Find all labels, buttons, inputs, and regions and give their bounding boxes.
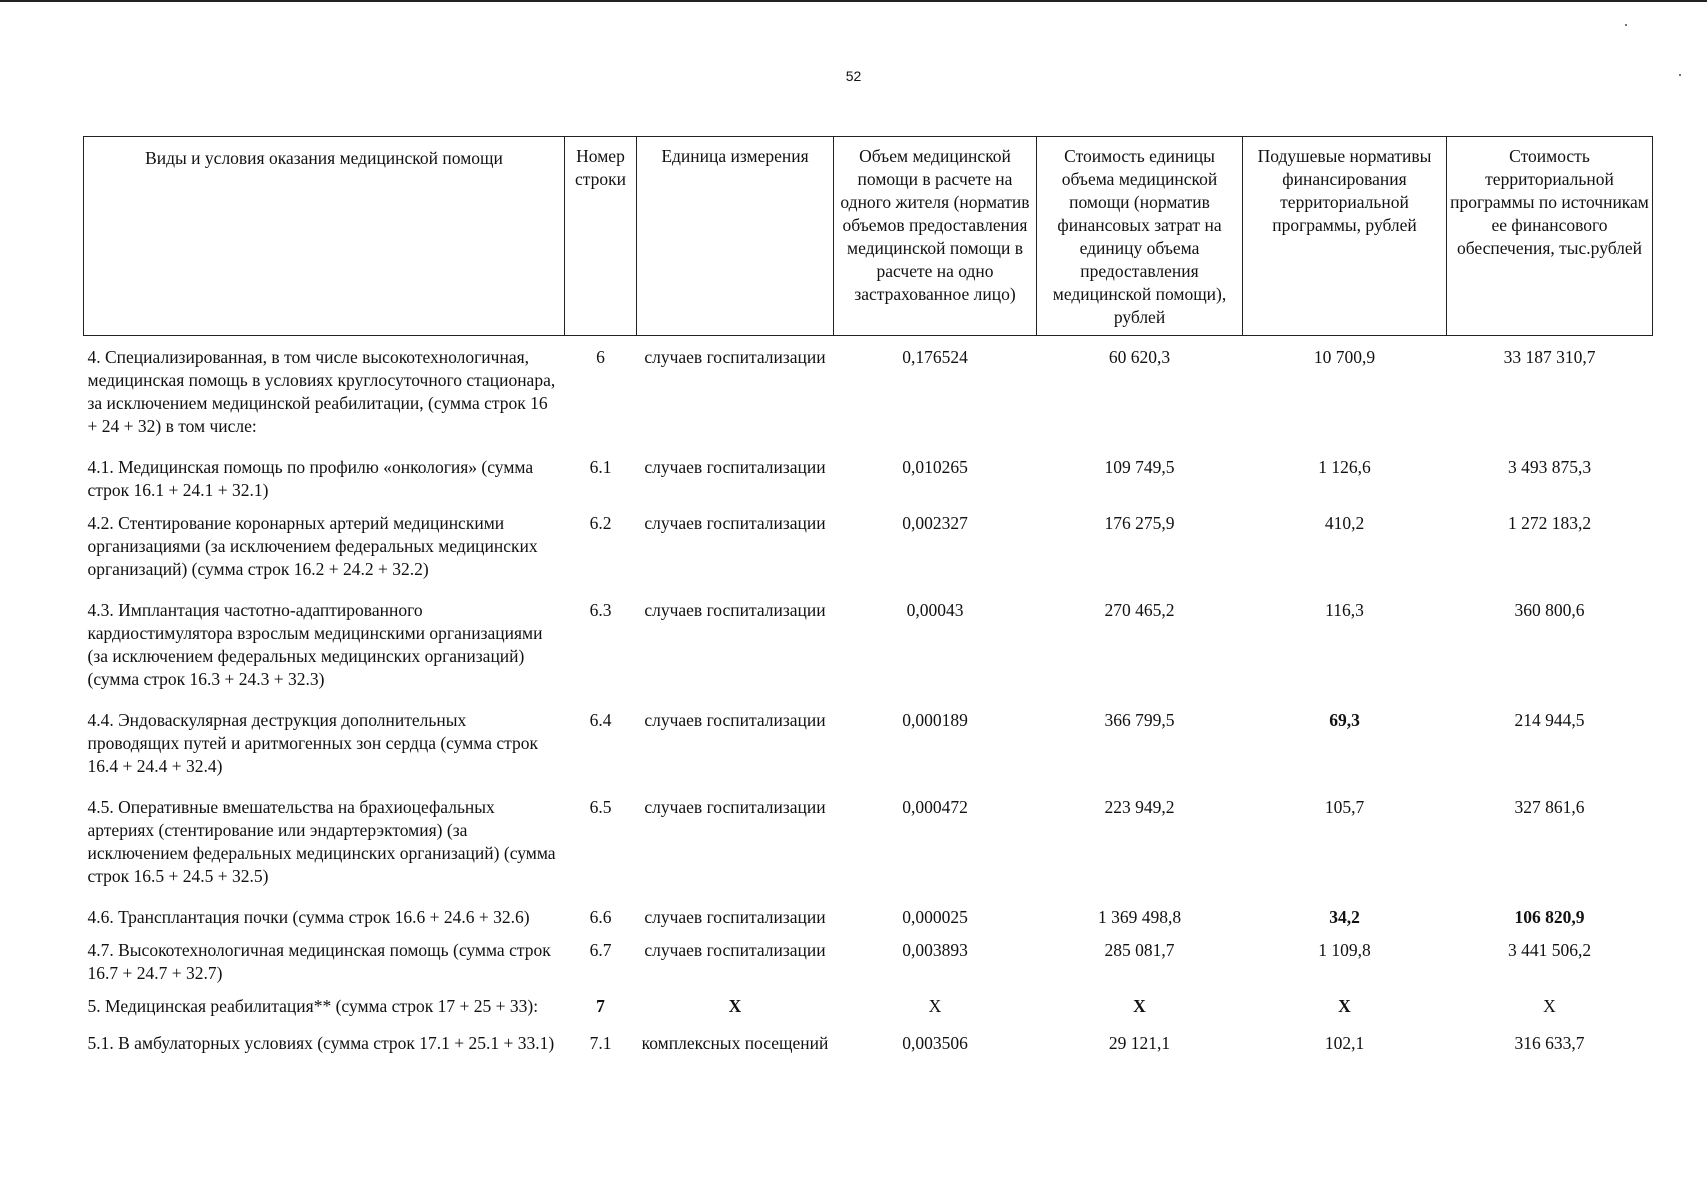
row-name: 4.1. Медицинская помощь по профилю «онкология» (сумма строк 16.1 + 24.1 + 32.1) <box>87 457 534 500</box>
row-unit: случаев госпитализации <box>644 940 826 960</box>
row-per-capita: 69,3 <box>1329 710 1360 730</box>
row-volume: 0,000025 <box>902 907 968 927</box>
row-per-capita: 410,2 <box>1324 513 1365 533</box>
header-unit-cost: Стоимость единицы объема медицинской помощи (норматив финансовых затрат на единицу объема предоставления медицинской помощи), рублей <box>1037 137 1243 336</box>
row-number: 7 <box>596 996 605 1016</box>
row-cost: Х <box>1133 996 1146 1016</box>
row-name: 4.4. Эндоваскулярная деструкция дополнительных проводящих путей и аритмогенных зон сердца (сумма строк 16.4 + 24.4 + 32.4) <box>87 710 539 776</box>
header-care-type: Виды и условия оказания медицинской помощи <box>84 137 565 336</box>
row-number: 6.3 <box>589 600 612 620</box>
row-cost: 1 369 498,8 <box>1097 907 1182 927</box>
row-volume: 0,002327 <box>902 513 968 533</box>
row-unit: случаев госпитализации <box>644 457 826 477</box>
row-unit: случаев госпитализации <box>644 907 826 927</box>
row-cost: 285 081,7 <box>1104 940 1175 960</box>
row-unit: случаев госпитализации <box>644 600 826 620</box>
row-name: 4. Специализированная, в том числе высокотехнологичная, медицинская помощь в условиях круглосуточного стационара, за исключением медицинской реабилитации, (сумма строк 16 + 24 + 32) в том числе: <box>87 347 556 436</box>
row-unit: случаев госпитализации <box>644 347 826 367</box>
row-unit: случаев госпитализации <box>644 513 826 533</box>
row-volume: 0,003506 <box>902 1033 968 1053</box>
table-row <box>84 709 1653 796</box>
row-number: 6 <box>596 347 605 367</box>
table-row <box>84 995 1653 1032</box>
row-unit: случаев госпитализации <box>644 710 826 730</box>
row-number: 6.5 <box>589 797 612 817</box>
row-number: 6.1 <box>589 457 612 477</box>
row-name: 4.7. Высокотехнологичная медицинская помощь (сумма строк 16.7 + 24.7 + 32.7) <box>87 940 551 983</box>
table-row <box>84 456 1653 512</box>
row-per-capita: 105,7 <box>1324 797 1365 817</box>
row-number: 6.6 <box>589 907 612 927</box>
row-total: 3 493 875,3 <box>1507 457 1592 477</box>
row-unit: случаев госпитализации <box>644 797 826 817</box>
row-total: 316 633,7 <box>1514 1033 1585 1053</box>
row-volume: 0,00043 <box>906 600 964 620</box>
row-per-capita: 34,2 <box>1329 907 1360 927</box>
header-volume: Объем медицинской помощи в расчете на одного жителя (норматив объемов предоставления медицинской помощи в расчете на одно застрахованное лицо) <box>834 137 1037 336</box>
header-row-number: Номер строки <box>565 137 637 336</box>
row-cost: 270 465,2 <box>1104 600 1175 620</box>
scan-speck <box>1679 74 1681 76</box>
row-per-capita: 10 700,9 <box>1313 347 1376 367</box>
row-number: 6.4 <box>589 710 612 730</box>
row-total: 33 187 310,7 <box>1503 347 1596 367</box>
row-cost: 366 799,5 <box>1104 710 1175 730</box>
row-per-capita: 1 126,6 <box>1318 457 1371 477</box>
row-name: 4.5. Оперативные вмешательства на брахиоцефальных артериях (стентирование или эндартерэктомия) (за исключением федеральных медицинских организаций) (сумма строк 16.5 + 24.5 + 32.5) <box>87 797 556 886</box>
row-unit: Х <box>728 996 742 1016</box>
row-total: 106 820,9 <box>1514 907 1585 927</box>
row-total: 214 944,5 <box>1514 710 1585 730</box>
row-total: 1 272 183,2 <box>1507 513 1592 533</box>
row-cost: 223 949,2 <box>1104 797 1175 817</box>
row-per-capita: 1 109,8 <box>1318 940 1371 960</box>
row-volume: 0,000189 <box>902 710 968 730</box>
scan-speck <box>1625 24 1627 26</box>
page-number: 52 <box>845 68 862 84</box>
row-name: 4.6. Трансплантация почки (сумма строк 16.6 + 24.6 + 32.6) <box>87 907 530 927</box>
row-name: 4.3. Имплантация частотно-адаптированного кардиостимулятора взрослым медицинскими организациями (за исключением федеральных медицинских организаций) (сумма строк 16.3 + 24.3 + 32.3) <box>87 600 543 689</box>
row-cost: 29 121,1 <box>1108 1033 1171 1053</box>
row-cost: 60 620,3 <box>1108 347 1171 367</box>
table-row <box>84 796 1653 906</box>
row-cost: 176 275,9 <box>1104 513 1175 533</box>
row-name: 5. Медицинская реабилитация** (сумма строк 17 + 25 + 33): <box>87 996 539 1016</box>
row-name: 5.1. В амбулаторных условиях (сумма строк 17.1 + 25.1 + 33.1) <box>87 1033 555 1053</box>
row-name: 4.2. Стентирование коронарных артерий медицинскими организациями (за исключением федеральных медицинских организаций) (сумма строк 16.2 + 24.2 + 32.2) <box>87 513 538 579</box>
table-row <box>84 906 1653 939</box>
table-row <box>84 939 1653 995</box>
row-total: 3 441 506,2 <box>1507 940 1592 960</box>
table-row <box>84 1032 1653 1073</box>
row-total: 327 861,6 <box>1514 797 1585 817</box>
medical-care-table <box>83 136 1653 1073</box>
table-header-row <box>84 137 1653 336</box>
row-number: 6.7 <box>589 940 612 960</box>
row-number: 6.2 <box>589 513 612 533</box>
row-per-capita: 102,1 <box>1324 1033 1365 1053</box>
header-per-capita: Подушевые нормативы финансирования территориальной программы, рублей <box>1243 137 1447 336</box>
row-total: 360 800,6 <box>1514 600 1585 620</box>
row-per-capita: 116,3 <box>1325 600 1364 620</box>
row-volume: 0,010265 <box>902 457 968 477</box>
row-volume: 0,000472 <box>902 797 968 817</box>
row-number: 7.1 <box>589 1033 612 1053</box>
table-row <box>84 512 1653 599</box>
row-total: Х <box>1543 996 1556 1016</box>
row-unit: комплексных посещений <box>641 1033 829 1053</box>
table-row <box>84 336 1653 457</box>
page-top-rule <box>0 0 1707 2</box>
row-volume: 0,003893 <box>902 940 968 960</box>
table-row <box>84 599 1653 709</box>
row-volume: Х <box>928 996 942 1016</box>
row-volume: 0,176524 <box>902 347 968 367</box>
header-program-cost: Стоимость территориальной программы по источникам ее финансового обеспечения, тыс.рублей <box>1447 137 1653 336</box>
row-per-capita: Х <box>1338 996 1351 1016</box>
header-unit: Единица измерения <box>637 137 834 336</box>
row-cost: 109 749,5 <box>1104 457 1175 477</box>
